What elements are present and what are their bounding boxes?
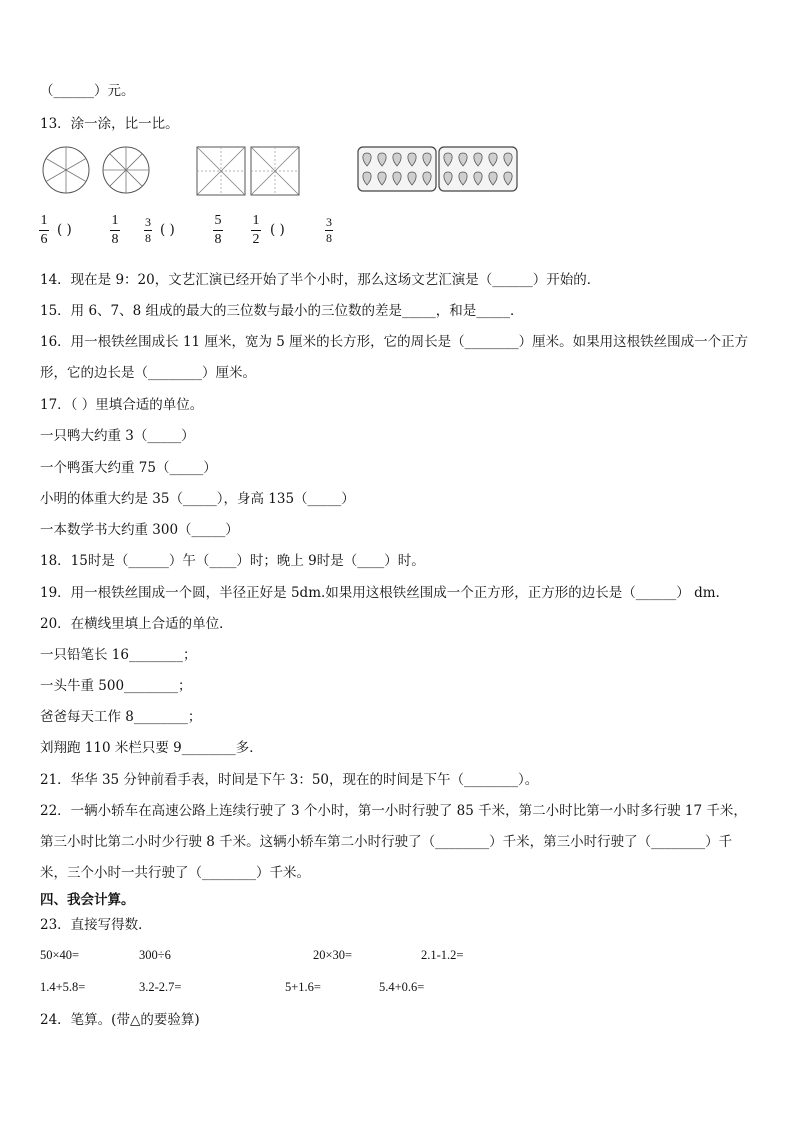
q12-answer-tail: （______）元。 bbox=[40, 83, 135, 99]
q17-text: 17．（ ）里填合适的单位。 bbox=[40, 397, 204, 413]
calc-item: 1.4+5.8= bbox=[40, 980, 86, 994]
calc-item: 50×40= bbox=[40, 948, 80, 962]
fraction-denominator: 6 bbox=[40, 232, 48, 247]
fraction-numerator: 3 bbox=[145, 215, 151, 229]
q16-text-line1: 16．用一根铁丝围成长 11 厘米，宽为 5 厘米的长方形，它的周长是（________）厘米。如果用这根铁丝围成一个正方 bbox=[40, 334, 749, 350]
q20-item-pencil: 一只铅笔长 16________； bbox=[40, 647, 197, 663]
calc-item: 5+1.6= bbox=[285, 980, 321, 994]
circle-divided-6 bbox=[41, 145, 91, 195]
compare-blank-3[interactable]: ( ) bbox=[270, 222, 285, 238]
fraction-bar bbox=[110, 230, 120, 231]
q20-item-cow: 一头牛重 500________； bbox=[40, 678, 192, 694]
fraction-denominator: 8 bbox=[111, 232, 119, 247]
q15-text: 15．用 6、7、8 组成的最大的三位数与最小的三位数的差是_____，和是_____． bbox=[40, 303, 524, 319]
q17-item-duck: 一只鸭大约重 3（_____） bbox=[40, 428, 195, 444]
q16-text-line2: 形，它的边长是（________）厘米。 bbox=[40, 365, 256, 381]
calc-item: 2.1-1.2= bbox=[421, 948, 464, 962]
square-divided-8-b bbox=[250, 146, 300, 196]
fraction-bar bbox=[39, 230, 49, 231]
fraction-denominator: 8 bbox=[145, 231, 151, 245]
q13-text: 13．涂一涂，比一比。 bbox=[40, 116, 179, 132]
strawberry-tray-a bbox=[357, 146, 437, 192]
calc-item: 3.2-2.7= bbox=[139, 980, 182, 994]
fraction-1-2 bbox=[251, 213, 261, 248]
calc-item: 5.4+0.6= bbox=[379, 980, 425, 994]
q17-item-egg: 一个鸭蛋大约重 75（_____） bbox=[40, 460, 217, 476]
section-4-heading: 四、我会计算。 bbox=[40, 892, 135, 908]
compare-blank-1[interactable]: ( ) bbox=[57, 222, 72, 238]
q19-text: 19．用一根铁丝围成一个圆，半径正好是 5dm.如果用这根铁丝围成一个正方形，正方形的边长是（______） dm. bbox=[40, 585, 720, 601]
q20-item-hurdle: 刘翔跑 110 米栏只要 9________多． bbox=[40, 740, 263, 756]
calc-item: 20×30= bbox=[313, 948, 353, 962]
fraction-denominator: 8 bbox=[214, 232, 222, 247]
q21-text: 21．华华 35 分钟前看手表，时间是下午 3：50，现在的时间是下午（________）。 bbox=[40, 772, 539, 788]
fraction-1-6 bbox=[39, 213, 49, 248]
calc-item: 300÷6 bbox=[139, 948, 171, 962]
fraction-3-8-a bbox=[144, 216, 152, 245]
q17-item-xiaoming: 小明的体重大约是 35（_____），身高 135（_____） bbox=[40, 491, 355, 507]
fraction-numerator: 1 bbox=[40, 213, 48, 228]
fraction-bar bbox=[251, 230, 261, 231]
q17-item-book: 一本数学书大约重 300（_____） bbox=[40, 522, 239, 538]
q22-text-line1: 22．一辆小轿车在高速公路上连续行驶了 3 个小时，第一小时行驶了 85 千米，第二小时比第一小时多行驶 17 千米， bbox=[40, 803, 747, 819]
fraction-denominator: 2 bbox=[252, 232, 260, 247]
fraction-numerator: 1 bbox=[252, 213, 260, 228]
fraction-numerator: 5 bbox=[214, 213, 222, 228]
compare-blank-2[interactable]: ( ) bbox=[160, 222, 175, 238]
square-divided-8-a bbox=[196, 146, 246, 196]
fraction-3-8-b bbox=[325, 216, 333, 245]
q23-text: 23．直接写得数． bbox=[40, 917, 152, 933]
fraction-bar bbox=[213, 230, 223, 231]
fraction-denominator: 8 bbox=[326, 231, 332, 245]
fraction-numerator: 1 bbox=[111, 213, 119, 228]
fraction-5-8 bbox=[213, 213, 223, 248]
q14-text: 14．现在是 9：20，文艺汇演已经开始了半个小时，那么这场文艺汇演是（______）开始的． bbox=[40, 272, 601, 288]
circle-divided-8 bbox=[101, 145, 151, 195]
fraction-numerator: 3 bbox=[326, 215, 332, 229]
q20-text: 20．在横线里填上合适的单位． bbox=[40, 616, 233, 632]
fraction-1-8 bbox=[110, 213, 120, 248]
q22-text-line2: 第三小时比第二小时少行驶 8 千米。这辆小轿车第二小时行驶了（________）千米，第三小时行驶了（________）千 bbox=[40, 834, 733, 850]
q22-text-line3: 米，三个小时一共行驶了（________）千米。 bbox=[40, 865, 310, 881]
q20-item-dad: 爸爸每天工作 8________； bbox=[40, 709, 202, 725]
strawberry-tray-b bbox=[438, 146, 518, 192]
q24-text: 24．笔算。(带△的要验算) bbox=[40, 1012, 200, 1028]
q18-text: 18．15时是（______）午（____）时；晚上 9时是（____）时。 bbox=[40, 553, 425, 569]
